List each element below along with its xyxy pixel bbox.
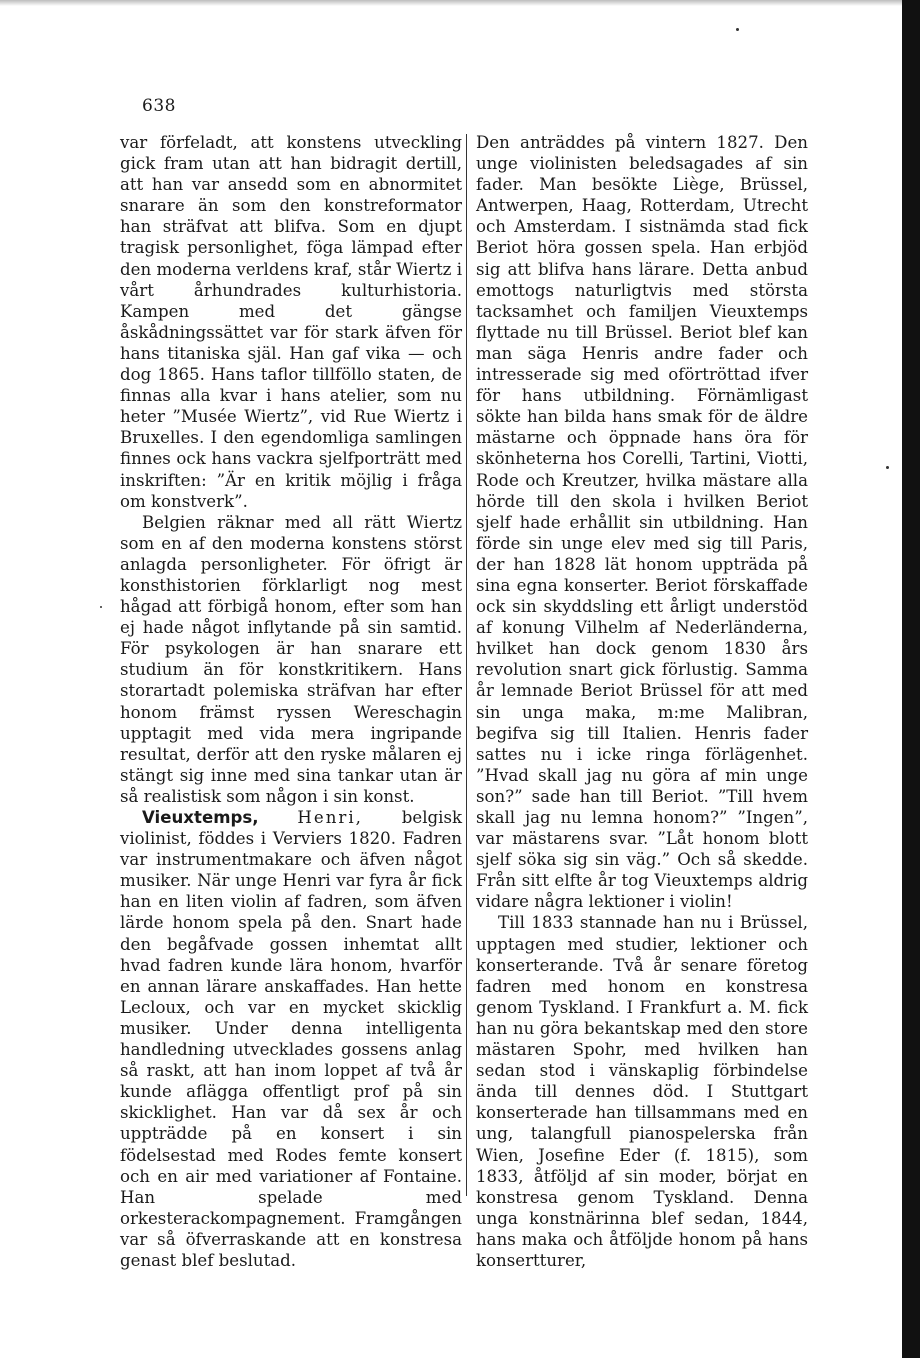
entry-text: belgisk violinist, föddes i Verviers 1820. Fadren var instrumentmakare och äfven något musiker. När unge Henri var fyra år fick han en liten violin af fadren, som äfven lärde honom spela på den. Snart hade den begåfvade gossen inhemtat allt hvad fadren kunde lära honom, hvarför en annan lärare anskaffades. Han hette Lecloux, och var en mycket skicklig musiker. Under denna intelligenta handledning utvecklades gossens anlag så raskt, att han inom loppet af två år kunde aflägga offentligt prof på sin skicklighet. Han var då sex år och uppträdde på en konsert i sin födelsestad med Rodes femte konsert och en air med variationer af Fontaine. Han spelade med orkesterackompagnement. Framgången var så öfverraskande att en konstresa genast blef beslutad. xyxy=(120,808,463,1270)
entry-vieuxtemps xyxy=(120,807,462,1271)
scan-top-edge xyxy=(0,0,920,6)
column-rule xyxy=(466,134,467,1196)
paragraph: Den anträddes på vintern 1827. Den unge violinisten beledsagades af sin fader. Man besökte Liège, Brüssel, Antwerpen, Haag, Rotterdam, Utrecht och Amsterdam. I sistnämda stad fick Beriot höra gossen spela. Han erbjöd sig att blifva hans lärare. Detta anbud emottogs naturligtvis med största tacksamhet och familjen Vieuxtemps flyttade nu till Brüssel. Beriot blef kan man säga Henris andre fader och intresserade sig med oförtröttad ifver för hans utbildning. Förnämligast sökte han bilda hans smak för de äldre mästarne och öppnade hans öra för skönheterna hos Corelli, Tartini, Viotti, Rode och Kreutzer, hvilka mästare alla hörde till den skola i hvilken Beriot sjelf hade erhållit sin utbildning. Han förde sin unge elev med sig till Paris, der han 1828 lät honom uppträda på sina egna konserter. Beriot förskaffade ock sin skyddsling ett årligt understöd af konung Vilhelm af Nederländerna, hvilket han dock genom 1830 års revolution snart gick förlustig. Samma år lemnade Beriot Brüssel för att med sin unga maka, m:me Malibran, begifva sig till Italien. Henris fader sattes nu i icke ringa förlägenhet. ”Hvad skall jag nu göra af min unge son?” sade han till Beriot. ”Till hvem skall jag nu lemna honom?” ”Ingen”, var mästarens svar. ”Låt honom blott sjelf söka sig sin väg.” Och så skedde. Från sitt elfte år tog Vieuxtemps aldrig vidare några lektioner i violin! xyxy=(476,133,808,912)
left-column xyxy=(120,132,462,1271)
page-number: 638 xyxy=(142,96,176,116)
right-column xyxy=(476,132,808,1271)
scan-speck xyxy=(736,28,739,31)
entry-heading: Vieuxtemps, xyxy=(142,808,259,827)
scan-speck xyxy=(886,466,889,469)
scan-speck xyxy=(100,606,102,608)
paragraph: var förfeladt, att konstens utveckling gick fram utan att han bidragit dertill, att han var ansedd som en abnormitet snarare än som den konstreformator han sträfvat att blifva. Som en djupt tragisk personlighet, föga lämpad efter den moderna verldens kraf, står Wiertz i vårt århundrades kulturhistoria. Kampen med det gängse åskådningssättet var för stark äfven för hans titaniska själ. Han gaf vika — och dog 1865. Hans taflor tillföllo staten, de finnas alla kvar i hans atelier, som nu heter ”Musée Wiertz”, vid Rue Wiertz i Bruxelles. I den egendomliga samlingen finnes ock hans vackra sjelfporträtt med inskriften: ”Är en kritik möjlig i fråga om konstverk”. xyxy=(120,133,462,511)
paragraph: Till 1833 stannade han nu i Brüssel, upptagen med studier, lektioner och konserterande. Två år senare företog fadren med honom en konstresa genom Tyskland. I Frankfurt a. M. fick han nu göra bekantskap med den store mästaren Spohr, med hvilken han sedan stod i vänskaplig förbindelse ända till dennes död. I Stuttgart konserterade han tillsammans med en ung, talangfull pianospelerska från Wien, Josefine Eder (f. 1815), som 1833, åtföljd af sin moder, börjat en konstresa genom Tyskland. Denna unga konstnärinna blef sedan, 1844, hans maka och åtföljde honom på hans konsertturer, xyxy=(476,913,808,1270)
paragraph: Belgien räknar med all rätt Wiertz som en af den moderna konstens störst anlagda personligheter. För öfrigt är konsthistorien förklarligt nog mest hågad att förbigå honom, efter som han ej hade något inflytande på sin samtid. För psykologen är han snarare ett studium än för konstkritikern. Hans storartadt polemiska sträfvan har efter honom främst ryssen Wereschagin upptagit med vida mera ingripande resultat, derför att den ryske målaren ej stängt sig inne med sina tankar utan är så realistisk som någon i sin konst. xyxy=(120,512,462,806)
scan-right-edge xyxy=(902,0,920,1358)
entry-given-name: Henri, xyxy=(297,808,363,827)
